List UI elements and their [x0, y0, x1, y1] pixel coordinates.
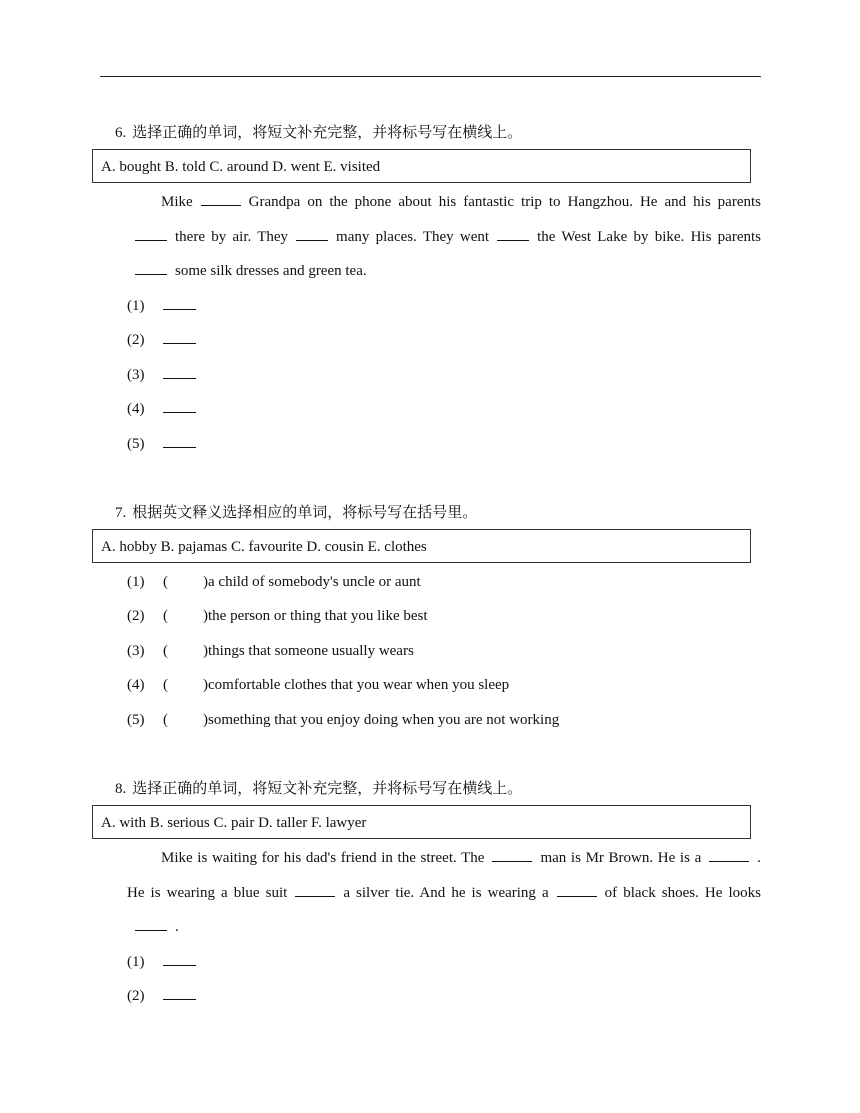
q6-instruction: 选择正确的单词，将短文补充完整，并将标号写在横线上。 [132, 125, 523, 141]
q6-title [115, 121, 522, 142]
q6-answer-3 [127, 365, 196, 385]
answer-index: (3) [127, 367, 145, 383]
q6-answer-2 [127, 330, 196, 350]
answer-line[interactable] [163, 366, 196, 379]
definition-text: a child of somebody's uncle or aunt [208, 574, 421, 590]
q6-blank-3[interactable] [296, 239, 328, 241]
item-index: (1) [127, 574, 145, 590]
q7-item-3 [127, 641, 414, 661]
q8-title [115, 777, 522, 798]
q7-number: 7. [115, 505, 127, 521]
q6-answer-4 [127, 399, 196, 419]
answer-paren[interactable]: ( [163, 677, 168, 693]
q6-blank-5[interactable] [135, 273, 167, 275]
answer-paren[interactable]: ( [163, 574, 168, 590]
q8-blank-5[interactable] [135, 929, 167, 931]
answer-paren[interactable]: ( [163, 608, 168, 624]
answer-line[interactable] [163, 331, 196, 344]
q8-answer-1 [127, 952, 196, 972]
q7-title [115, 501, 477, 522]
definition-text: comfortable clothes that you wear when you sleep [208, 677, 510, 693]
paren-close: ) [203, 712, 208, 728]
answer-paren[interactable]: ( [163, 712, 168, 728]
q8-passage-text: a silver tie. And he is wearing a [343, 884, 549, 901]
q8-passage-text: man is Mr Brown. He is a [540, 850, 702, 866]
q7-item-4 [127, 675, 509, 695]
q6-passage-text: Grandpa on the phone about his fantastic trip to Hangzhou. He and his parents [248, 194, 761, 210]
answer-line[interactable] [163, 953, 196, 966]
q7-instruction: 根据英文释义选择相应的单词，将标号写在括号里。 [132, 505, 478, 521]
answer-index: (1) [127, 954, 145, 970]
paren-close: ) [203, 643, 208, 659]
q6-passage-text: the West Lake by bike. His parents [537, 228, 761, 245]
answer-line[interactable] [163, 987, 196, 1000]
answer-paren[interactable]: ( [163, 643, 168, 659]
q7-item-5 [127, 710, 559, 730]
q7-item-1 [127, 572, 421, 592]
answer-index: (5) [127, 436, 145, 452]
q8-passage-text: . He is wearing a blue suit [127, 850, 761, 901]
q6-passage-text: some silk dresses and green tea. [175, 263, 367, 279]
q6-choice-box: A. bought B. told C. around D. went E. visited [92, 149, 751, 183]
q6-passage [127, 185, 761, 289]
q8-instruction: 选择正确的单词，将短文补充完整，并将标号写在横线上。 [132, 781, 523, 797]
q8-passage [127, 841, 761, 945]
definition-text: something that you enjoy doing when you are not working [208, 712, 560, 728]
item-index: (3) [127, 643, 145, 659]
q8-blank-1[interactable] [492, 860, 532, 862]
q8-choice-box: A. with B. serious C. pair D. taller F. lawyer [92, 805, 751, 839]
q8-passage-text: Mike is waiting for his dad's friend in the street. The [161, 850, 485, 866]
q6-number: 6. [115, 125, 127, 141]
q6-blank-1[interactable] [201, 204, 241, 206]
q8-number: 8. [115, 781, 127, 797]
q6-passage-text: Mike [161, 194, 193, 210]
q6-passage-text: many places. They went [336, 228, 490, 245]
answer-index: (1) [127, 298, 145, 314]
q6-answer-1 [127, 296, 196, 316]
answer-index: (2) [127, 332, 145, 348]
q6-answer-5 [127, 434, 196, 454]
answer-line[interactable] [163, 435, 196, 448]
answer-index: (2) [127, 988, 145, 1004]
q6-blank-4[interactable] [497, 239, 529, 241]
definition-text: things that someone usually wears [208, 643, 414, 659]
paren-close: ) [203, 574, 208, 590]
answer-index: (4) [127, 401, 145, 417]
q6-passage-text: there by air. They [175, 228, 289, 245]
q6-blank-2[interactable] [135, 239, 167, 241]
q8-blank-2[interactable] [709, 860, 749, 862]
item-index: (5) [127, 712, 145, 728]
q8-blank-4[interactable] [557, 895, 597, 897]
q7-choice-box: A. hobby B. pajamas C. favourite D. cousin E. clothes [92, 529, 751, 563]
header-rule [100, 76, 761, 77]
q7-item-2 [127, 606, 428, 626]
q8-blank-3[interactable] [295, 895, 335, 897]
answer-line[interactable] [163, 297, 196, 310]
definition-text: the person or thing that you like best [208, 608, 428, 624]
q8-passage-text: of black shoes. He looks [604, 884, 761, 901]
q8-answer-2 [127, 986, 196, 1006]
q8-passage-text: . [175, 919, 179, 935]
paren-close: ) [203, 677, 208, 693]
answer-line[interactable] [163, 400, 196, 413]
item-index: (4) [127, 677, 145, 693]
paren-close: ) [203, 608, 208, 624]
item-index: (2) [127, 608, 145, 624]
